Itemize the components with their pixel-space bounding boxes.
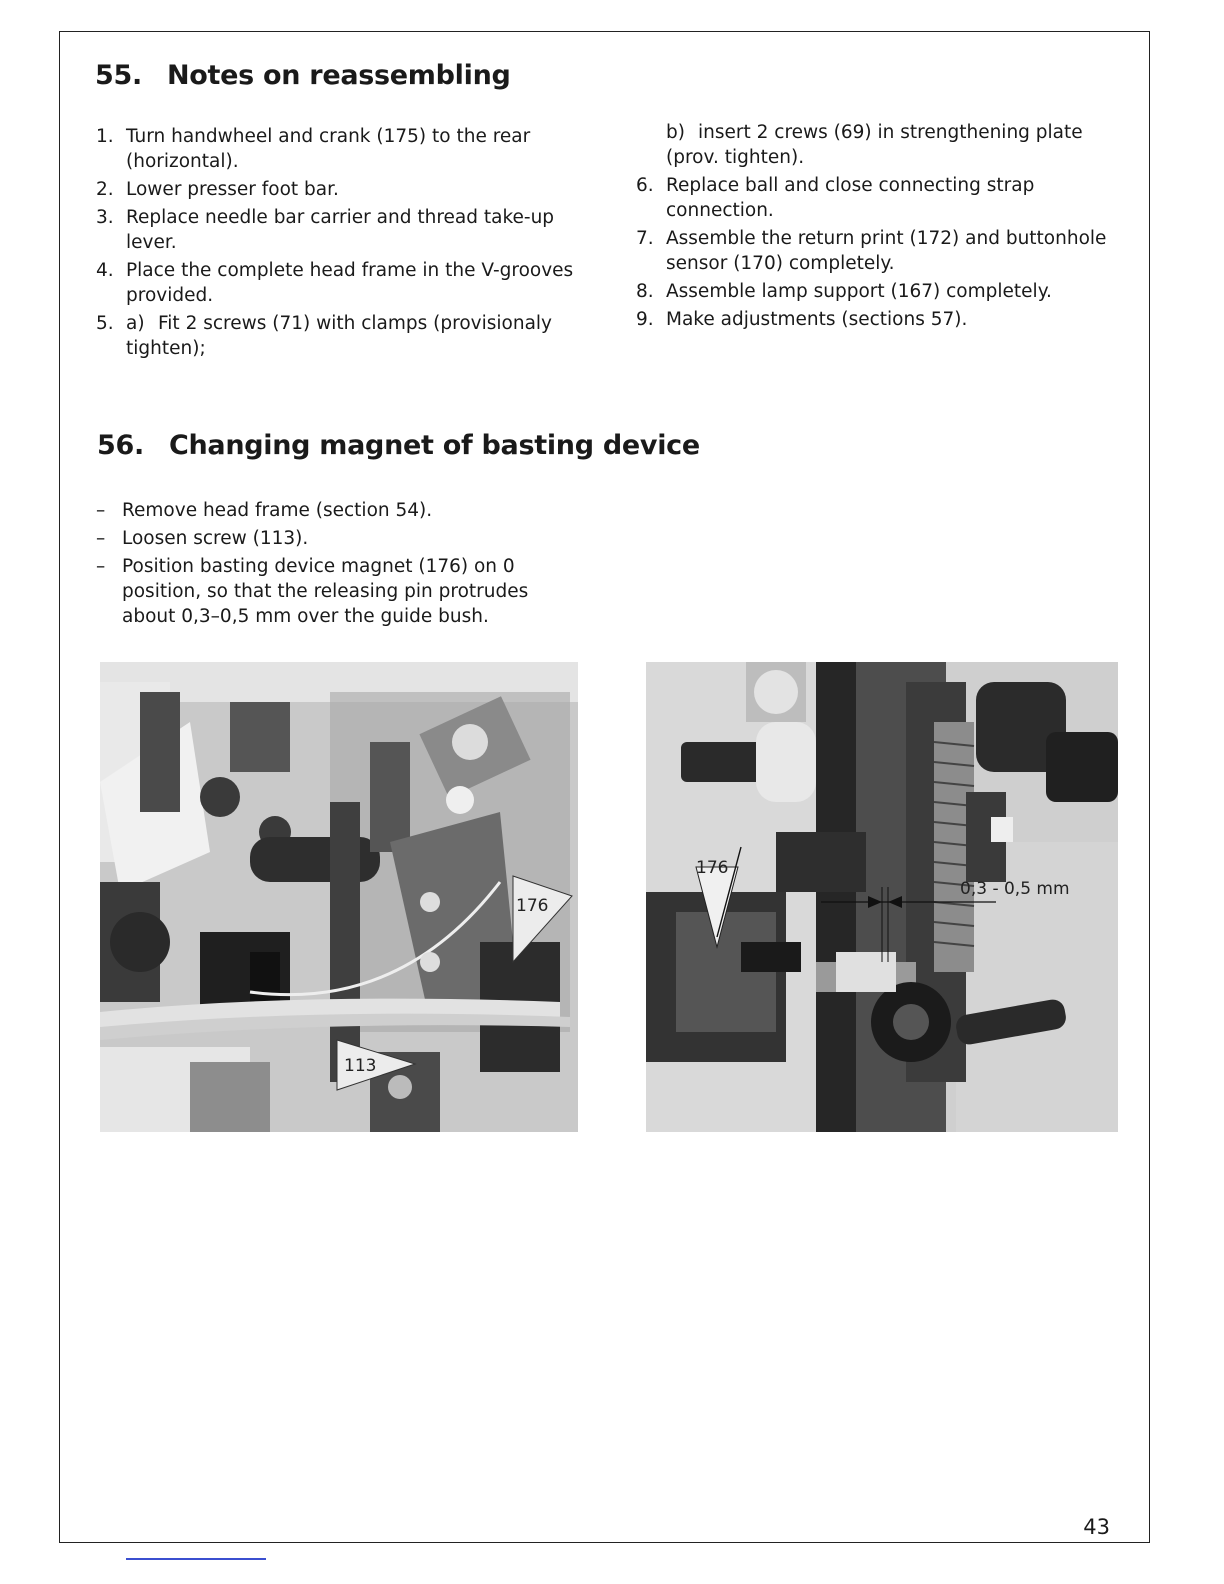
footer-underline (126, 1558, 266, 1560)
item-number: 5. (96, 313, 114, 334)
list-item (636, 120, 1116, 170)
section-55-list-left (96, 124, 576, 364)
list-item (636, 226, 1116, 276)
figure-right-photo (646, 662, 1118, 1132)
section-55-heading (95, 60, 511, 91)
item-text: Assemble lamp support (167) completely. (666, 281, 1052, 302)
page-number: 43 (1083, 1515, 1110, 1539)
item-text: Turn handwheel and crank (175) to the rear (horizontal). (126, 126, 531, 172)
list-item (96, 498, 576, 523)
item-sub-letter: a) (126, 313, 145, 334)
section-56-number: 56. (97, 430, 144, 461)
list-item (636, 173, 1116, 223)
item-text: Assemble the return print (172) and buttonhole sensor (170) completely. (666, 228, 1107, 274)
section-55-number: 55. (95, 60, 142, 91)
list-item (96, 526, 576, 551)
item-text: Replace ball and close connecting strap connection. (666, 175, 1035, 221)
list-item (96, 124, 576, 174)
item-text: Remove head frame (section 54). (122, 500, 433, 521)
figure-left-photo (100, 662, 578, 1132)
item-number: 6. (636, 175, 654, 196)
list-item (96, 554, 576, 629)
item-text: Replace needle bar carrier and thread take-up lever. (126, 207, 555, 253)
item-text: Lower presser foot bar. (126, 179, 339, 200)
section-55-title: Notes on reassembling (167, 60, 511, 91)
item-number: 3. (96, 207, 114, 228)
figure-right-dimension-label: 0,3 - 0,5 mm (960, 879, 1070, 899)
item-bullet: – (96, 500, 106, 521)
item-number: 2. (96, 179, 114, 200)
list-item (96, 311, 576, 361)
item-number: 8. (636, 281, 654, 302)
section-56-title: Changing magnet of basting device (169, 430, 700, 461)
item-text: Loosen screw (113). (122, 528, 309, 549)
item-number: 9. (636, 309, 654, 330)
list-item (96, 177, 576, 202)
item-text: Fit 2 screws (71) with clamps (provisionaly tighten); (126, 313, 552, 359)
figure-left-callout-176: 176 (516, 896, 549, 916)
item-text: insert 2 crews (69) in strengthening plate (prov. tighten). (666, 122, 1083, 168)
list-item (96, 258, 576, 308)
item-text: Position basting device magnet (176) on 0 position, so that the releasing pin protrudes about 0,3–0,5 mm over the guide bush. (122, 556, 529, 627)
figure-right-callout-176: 176 (696, 858, 729, 878)
figure-left-illustration (100, 662, 578, 1132)
section-55-list-right (636, 120, 1116, 335)
item-number: 1. (96, 126, 114, 147)
figure-right-illustration (646, 662, 1118, 1132)
list-item (96, 205, 576, 255)
item-bullet: – (96, 528, 106, 549)
item-text: Place the complete head frame in the V-grooves provided. (126, 260, 574, 306)
item-sub-letter: b) (666, 122, 685, 143)
item-number: 7. (636, 228, 654, 249)
list-item (636, 307, 1116, 332)
figure-left-callout-113: 113 (344, 1056, 377, 1076)
list-item (636, 279, 1116, 304)
section-56-heading (97, 430, 700, 461)
item-number: 4. (96, 260, 114, 281)
item-bullet: – (96, 556, 106, 577)
section-56-list (96, 498, 576, 632)
item-text: Make adjustments (sections 57). (666, 309, 968, 330)
